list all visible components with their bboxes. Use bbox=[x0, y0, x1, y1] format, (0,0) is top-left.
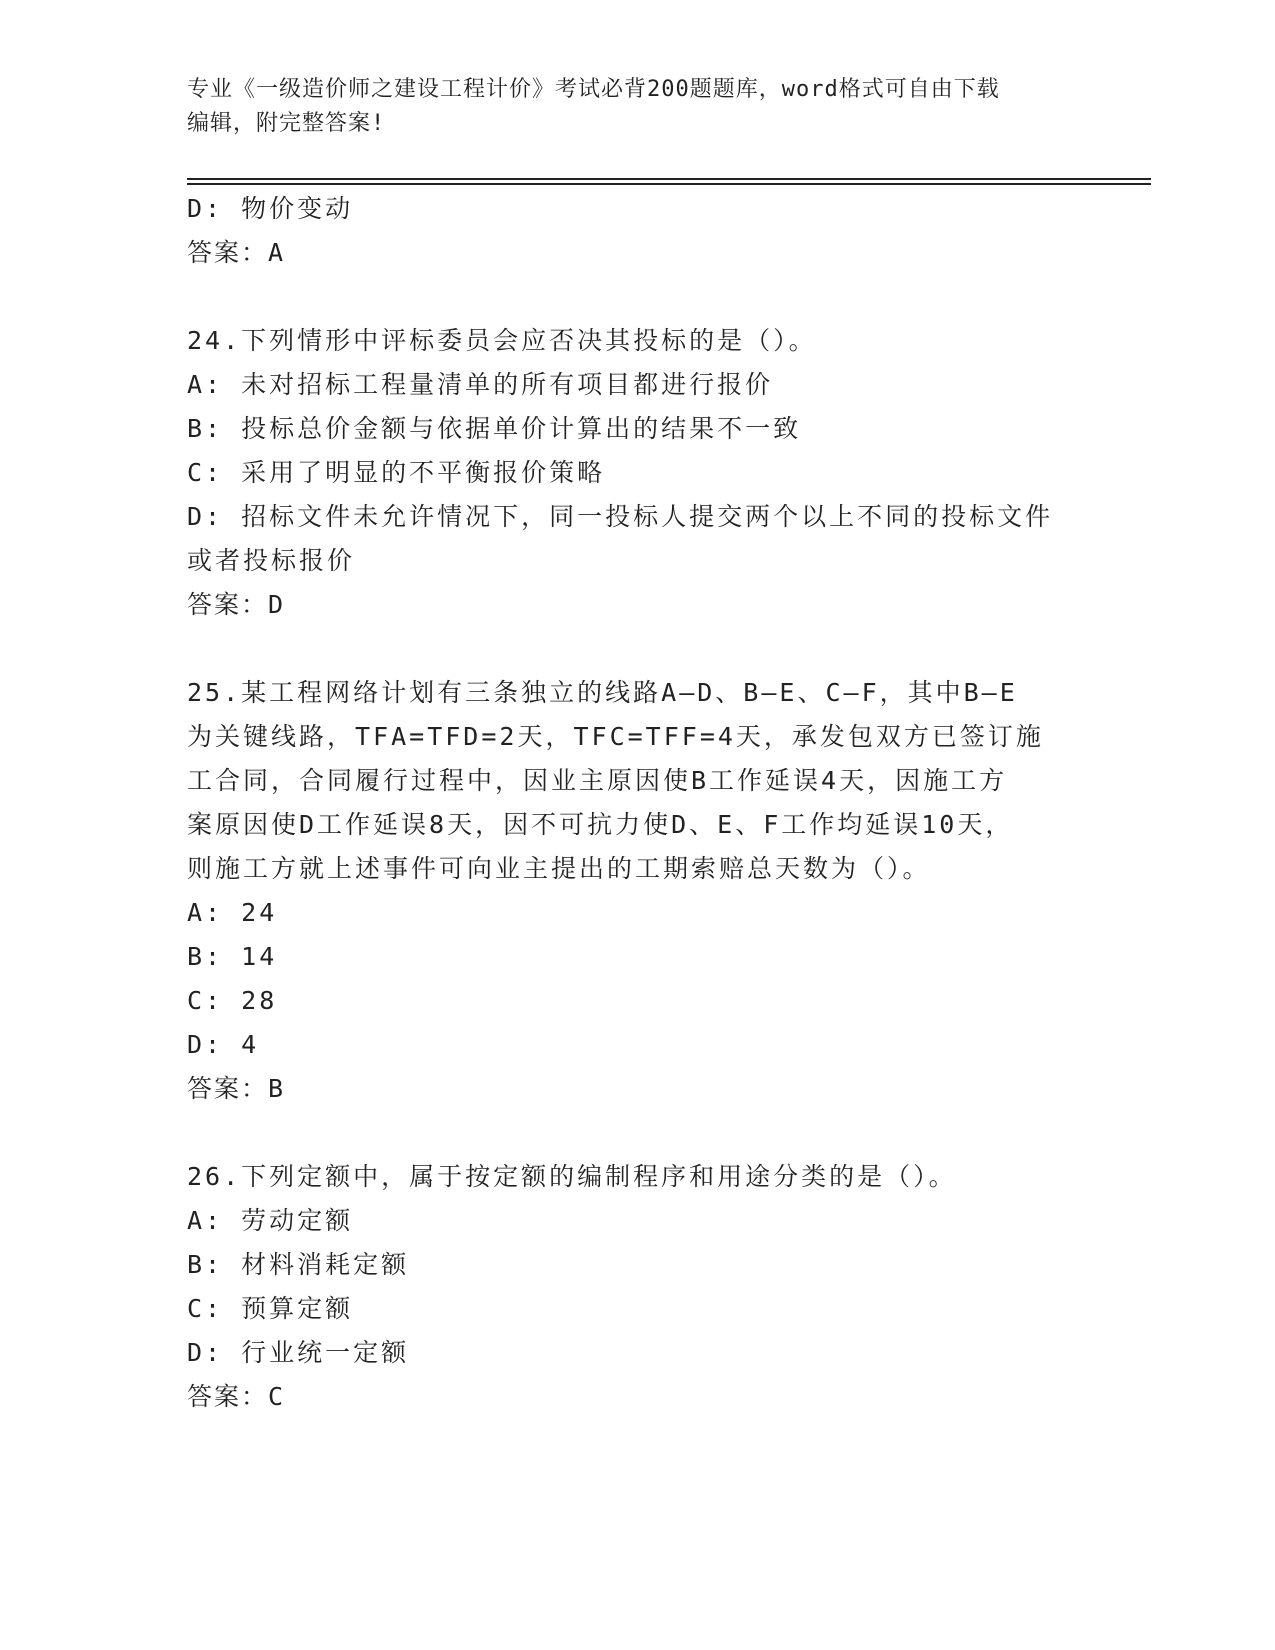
q25-answer: 答案：B bbox=[187, 1074, 286, 1103]
q25-stem-line-4: 案原因使D工作延误8天，因不可抗力使D、E、F工作均延误10天， bbox=[187, 810, 1014, 839]
q26-stem: 26.下列定额中，属于按定额的编制程序和用途分类的是（）。 bbox=[187, 1162, 957, 1191]
q25-option-a: A: 24 bbox=[187, 898, 278, 927]
q24-option-b: B: 投标总价金额与依据单价计算出的结果不一致 bbox=[187, 414, 802, 443]
q24-option-d-continued: 或者投标报价 bbox=[187, 546, 356, 575]
q24-option-d: D: 招标文件未允许情况下，同一投标人提交两个以上不同的投标文件 bbox=[187, 502, 1054, 531]
q26-option-a: A: 劳动定额 bbox=[187, 1206, 354, 1235]
q24-answer: 答案：D bbox=[187, 590, 286, 619]
q25-option-b: B: 14 bbox=[187, 942, 278, 971]
q25-stem-line-2: 为关键线路，TFA=TFD=2天，TFC=TFF=4天，承发包双方已签订施 bbox=[187, 722, 1044, 751]
header-divider-top bbox=[187, 178, 1151, 180]
header-divider-bottom bbox=[187, 183, 1151, 185]
q25-stem-line-5: 则施工方就上述事件可向业主提出的工期索赔总天数为（）。 bbox=[187, 854, 931, 883]
q24-stem: 24.下列情形中评标委员会应否决其投标的是（）。 bbox=[187, 326, 817, 355]
q26-answer: 答案：C bbox=[187, 1382, 286, 1411]
q25-option-d: D: 4 bbox=[187, 1030, 260, 1059]
header-title-line-1: 专业《一级造价师之建设工程计价》考试必背200题题库，word格式可自由下载 bbox=[187, 77, 1000, 102]
q24-option-a: A: 未对招标工程量清单的所有项目都进行报价 bbox=[187, 370, 774, 399]
q26-option-c: C: 预算定额 bbox=[187, 1294, 354, 1323]
q26-option-b: B: 材料消耗定额 bbox=[187, 1250, 410, 1279]
prev-option-d: D: 物价变动 bbox=[187, 194, 354, 223]
q25-option-c: C: 28 bbox=[187, 986, 278, 1015]
header-title-line-2: 编辑，附完整答案! bbox=[187, 111, 386, 136]
q25-stem-line-3: 工合同，合同履行过程中，因业主原因使B工作延误4天，因施工方 bbox=[187, 766, 1008, 795]
page-header bbox=[187, 73, 1087, 141]
q24-option-c: C: 采用了明显的不平衡报价策略 bbox=[187, 458, 606, 487]
q25-stem-line-1: 25.某工程网络计划有三条独立的线路A—D、B—E、C—F，其中B—E bbox=[187, 678, 1018, 707]
prev-answer: 答案：A bbox=[187, 238, 286, 267]
q26-option-d: D: 行业统一定额 bbox=[187, 1338, 410, 1367]
